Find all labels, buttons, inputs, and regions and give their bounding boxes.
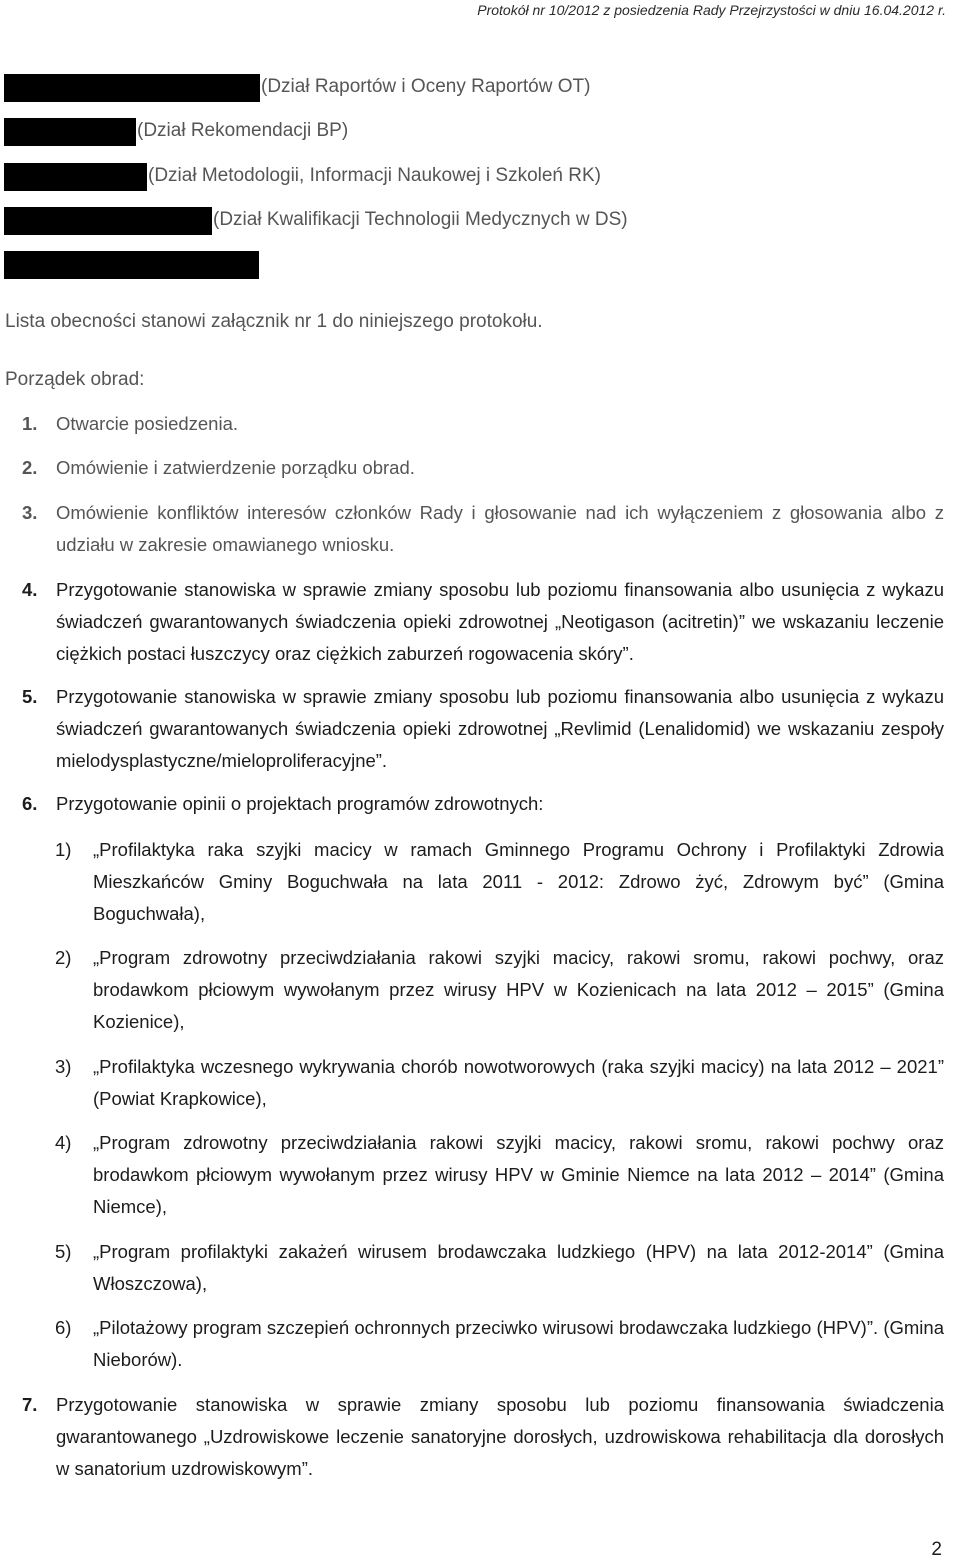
- program-number: 5): [55, 1241, 72, 1262]
- agenda-item-number: 3.: [22, 502, 38, 523]
- attendee-dept: (Dział Rekomendacji BP): [137, 120, 349, 141]
- agenda-item-number: 6.: [22, 793, 38, 814]
- agenda-item-text: Otwarcie posiedzenia.: [56, 413, 239, 434]
- agenda-item-number: 1.: [22, 413, 38, 434]
- attendee-dept: (Dział Raportów i Oceny Raportów OT): [261, 76, 591, 97]
- redaction-block: [4, 251, 259, 279]
- agenda-item-number: 2.: [22, 457, 38, 478]
- page-number: 2: [931, 1539, 942, 1560]
- agenda-title: Porządek obrad:: [5, 369, 145, 390]
- attendee-dept: (Dział Metodologii, Informacji Naukowej i Szkoleń RK): [148, 165, 602, 186]
- agenda-item-text: Przygotowanie stanowiska w sprawie zmiany sposobu lub poziomu finansowania albo usunięcia z wykazu świadczeń gwarantowanych świadczenia opieki zdrowotnej „Neotigason (acitretin)” we wskazaniu leczenie ciężkich postaci łuszczycy oraz ciężkich zaburzeń rogowacenia skóry”.: [56, 579, 944, 664]
- agenda-item-number: 5.: [22, 686, 38, 707]
- redaction-block: [4, 74, 260, 102]
- attendee-dept: (Dział Kwalifikacji Technologii Medycznych w DS): [213, 209, 628, 230]
- redaction-block: [4, 207, 212, 235]
- program-number: 3): [55, 1056, 72, 1077]
- program-number: 1): [55, 839, 72, 860]
- agenda-item-text: Przygotowanie stanowiska w sprawie zmiany sposobu lub poziomu finansowania świadczenia gwarantowanego „Uzdrowiskowe leczenie sanatoryjne dorosłych, uzdrowiskowa rehabilitacja dla dorosłych w sanatorium uzdrowiskowym”.: [56, 1394, 944, 1479]
- agenda-item-number: 4.: [22, 579, 38, 600]
- program-number: 6): [55, 1317, 72, 1338]
- agenda-item-text: Omówienie i zatwierdzenie porządku obrad.: [56, 457, 415, 478]
- program-text: „Program profilaktyki zakażeń wirusem brodawczaka ludzkiego (HPV) na lata 2012-2014” (Gmina Włoszczowa),: [93, 1241, 944, 1294]
- running-header: Protokół nr 10/2012 z posiedzenia Rady Przejrzystości w dniu 16.04.2012 r.: [477, 2, 946, 18]
- redaction-block: [4, 163, 147, 191]
- agenda-item-number: 7.: [22, 1394, 38, 1415]
- program-text: „Profilaktyka raka szyjki macicy w ramach Gminnego Programu Ochrony i Profilaktyki Zdrowia Mieszkańców Gminy Boguchwała na lata 2011 - 2012: Zdrowo żyć, Zdrowym być” (Gmina Boguchwała),: [93, 839, 944, 924]
- redaction-block: [4, 118, 136, 146]
- program-text: „Program zdrowotny przeciwdziałania rakowi szyjki macicy, rakowi sromu, rakowi pochwy oraz brodawkom płciowym wywołanym przez wirusy HPV w Gminie Niemce na lata 2012 – 2014” (Gmina Niemce),: [93, 1132, 944, 1217]
- program-text: „Program zdrowotny przeciwdziałania rakowi szyjki macicy, rakowi sromu, rakowi pochwy, oraz brodawkom płciowym wywołanym przez wirusy HPV w Kozienicach na lata 2012 – 2015” (Gmina Kozienice),: [93, 947, 944, 1032]
- agenda-item-text: Omówienie konfliktów interesów członków Rady i głosowanie nad ich wyłączeniem z głosowania albo z udziału w zakresie omawianego wniosku.: [56, 502, 944, 555]
- program-number: 2): [55, 947, 72, 968]
- agenda-item-text: Przygotowanie opinii o projektach programów zdrowotnych:: [56, 793, 544, 814]
- program-text: „Pilotażowy program szczepień ochronnych przeciwko wirusowi brodawczaka ludzkiego (HPV)”. (Gmina Nieborów).: [93, 1317, 944, 1370]
- program-text: „Profilaktyka wczesnego wykrywania chorób nowotworowych (raka szyjki macicy) na lata 2012 – 2021” (Powiat Krapkowice),: [93, 1056, 944, 1109]
- attendance-note: Lista obecności stanowi załącznik nr 1 do niniejszego protokołu.: [5, 311, 543, 332]
- agenda-item-text: Przygotowanie stanowiska w sprawie zmiany sposobu lub poziomu finansowania albo usunięcia z wykazu świadczeń gwarantowanych świadczenia opieki zdrowotnej „Revlimid (Lenalidomid) we wskazaniu zespoły mielodysplastyczne/mieloproliferacyjne”.: [56, 686, 944, 771]
- program-number: 4): [55, 1132, 72, 1153]
